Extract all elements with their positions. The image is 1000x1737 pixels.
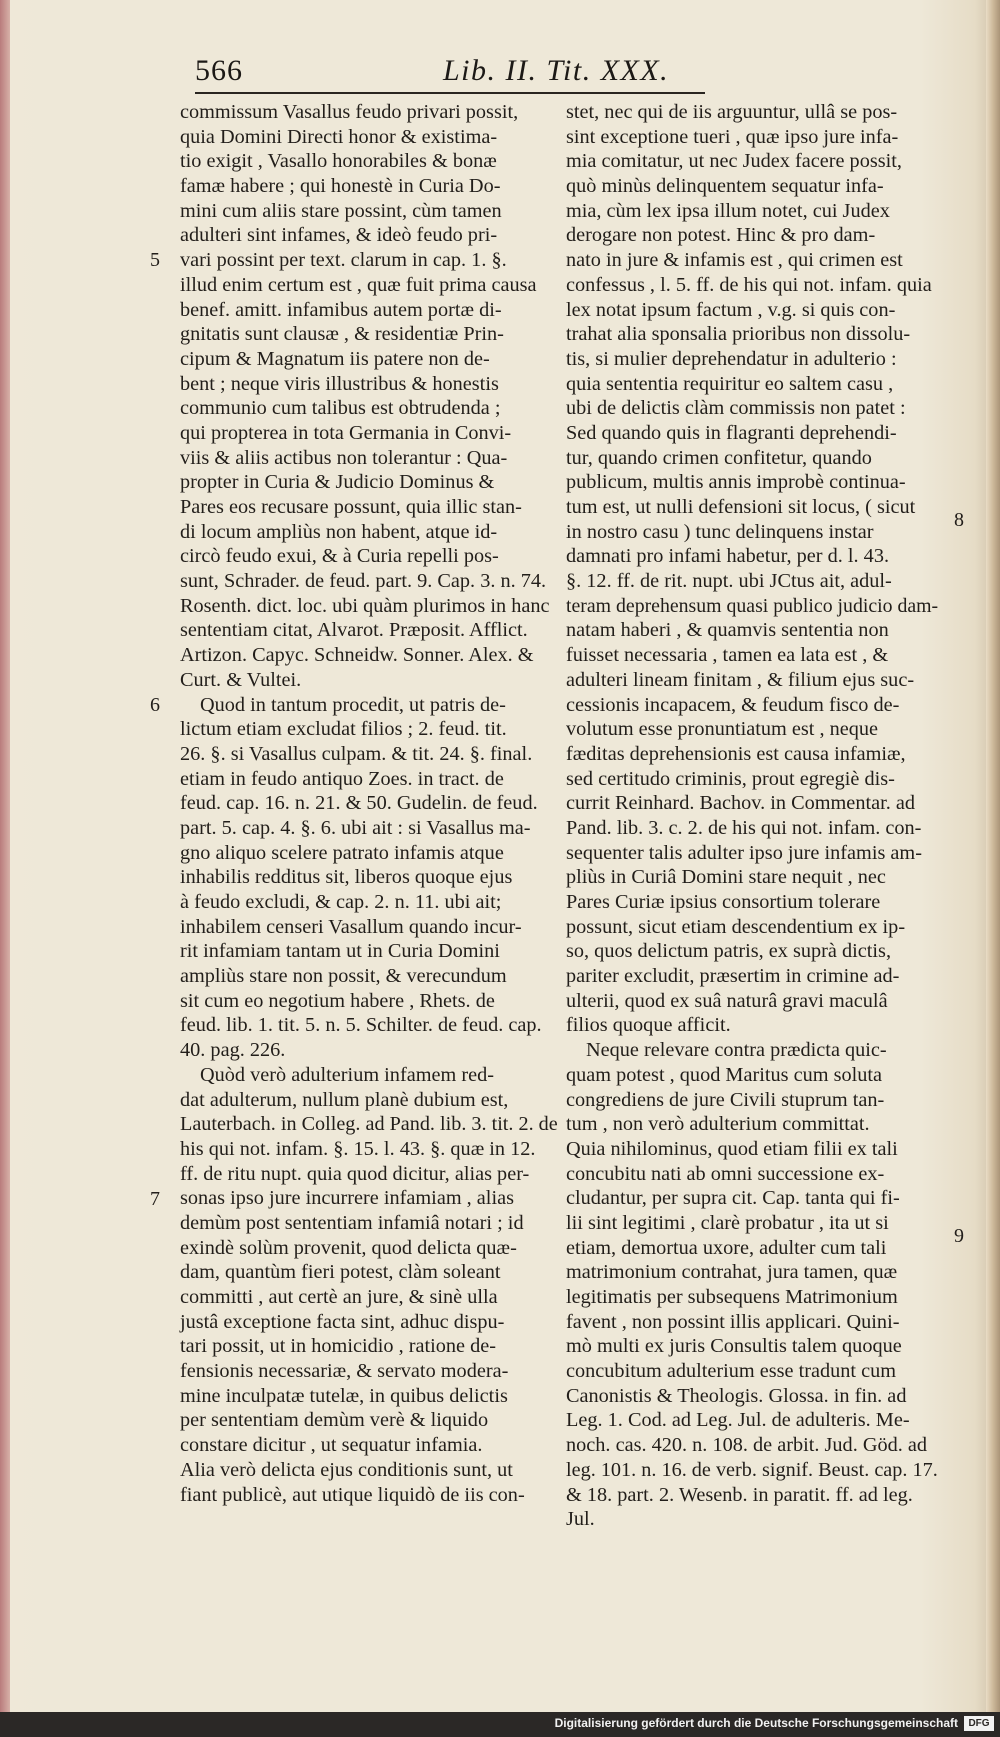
text-line: fiant publicè, aut utique liquidò de iis con- (180, 1483, 525, 1506)
text-line: dat adulterum, nullum planè dubium est, (180, 1088, 509, 1111)
text-line: tur, quando crimen confitetur, quando (566, 446, 872, 469)
text-line: sententiam citat, Alvarot. Præposit. Afflict. (180, 619, 528, 642)
text-line: pariter excludit, præsertim in crimine ad- (566, 965, 900, 988)
text-line: publicum, multis annis improbè continua- (566, 471, 906, 494)
text-line: damnati pro infami habetur, per d. l. 43. (566, 545, 890, 568)
dfg-logo: DFG (964, 1716, 994, 1731)
text-line: quò minùs delinquentem sequatur infa- (566, 175, 884, 198)
text-line: cludantur, per supra cit. Cap. tanta qui fi- (566, 1187, 900, 1210)
text-line: noch. cas. 420. n. 108. de arbit. Jud. Göd. ad (566, 1434, 928, 1457)
margin-number-9: 9 (954, 1225, 964, 1247)
text-line: Sed quando quis in flagranti deprehendi- (566, 421, 897, 444)
text-line: possunt, sicut etiam descendentium ex ip- (566, 915, 906, 938)
text-line: matrimonium contrahat, jura tamen, quæ (566, 1261, 898, 1284)
text-line: mia comitatur, ut nec Judex facere possit, (566, 150, 902, 173)
page-edge-right (986, 0, 1000, 1712)
text-line: lii sint legitimi , clarè probatur , ita ut si (566, 1211, 889, 1234)
text-line: favent , non possint illis applicari. Quini- (566, 1310, 900, 1333)
text-line: 26. §. si Vasallus culpam. & tit. 24. §. final. (180, 742, 533, 765)
text-line: filios quoque afficit. (566, 1014, 731, 1037)
text-line: sonas ipso jure incurrere infamiam , alias (180, 1187, 514, 1210)
text-line: sunt, Schrader. de feud. part. 9. Cap. 3. n. 74. (180, 570, 547, 593)
text-line: stet, nec qui de iis arguuntur, ullâ se pos- (566, 101, 898, 123)
text-line: part. 5. cap. 4. §. 6. ubi ait : si Vasallus ma- (180, 816, 531, 839)
text-line: derogare non potest. Hinc & pro dam- (566, 224, 876, 247)
text-line: cipum & Magnatum iis patere non de- (180, 347, 490, 370)
right-column (566, 100, 938, 1532)
text-line: quam potest , quod Maritus cum soluta (566, 1063, 883, 1086)
text-line: famæ habere ; qui honestè in Curia Do- (180, 175, 501, 198)
text-line: Lauterbach. in Colleg. ad Pand. lib. 3. tit. 2. de (180, 1113, 558, 1136)
text-line: sit cum eo negotium habere , Rhets. de (180, 989, 495, 1012)
page-edge-left (0, 0, 10, 1712)
text-line: Pares eos recusare possunt, quia illic stan- (180, 496, 522, 518)
text-line: dam, quantùm fieri potest, clàm soleant (180, 1261, 501, 1284)
text-line: ubi de delictis clàm commissis non patet : (566, 397, 906, 420)
text-line: benef. amitt. infamibus autem portæ di- (180, 298, 502, 321)
text-line: mini cum aliis stare possint, cùm tamen (180, 199, 502, 222)
text-line: di locum ampliùs non habent, atque id- (180, 520, 498, 543)
text-line: so, quos delictum patris, ex suprà dictis, (566, 940, 892, 963)
text-line: quia sententia requiritur eo saltem casu , (566, 372, 894, 395)
text-line: Pand. lib. 3. c. 2. de his qui not. infam. con- (566, 816, 922, 839)
text-line: feud. lib. 1. tit. 5. n. 5. Schilter. de feud. cap. (180, 1014, 542, 1037)
text-line: Curt. & Vultei. (180, 668, 302, 691)
text-line: Quòd verò adulterium infamem red- (200, 1063, 494, 1086)
text-line: circò feudo exui, & à Curia repelli pos- (180, 545, 499, 568)
text-line: adulteri lineam finitam , & filium ejus suc- (566, 668, 915, 691)
text-line: etiam, demortua uxore, adulter cum tali (566, 1236, 887, 1259)
margin-number-5: 5 (150, 249, 160, 271)
footer-credit: Digitalisierung gefördert durch die Deutsche Forschungsgemeinschaft (554, 1716, 958, 1730)
text-line: fæditas deprehensionis est causa infamiæ, (566, 742, 906, 765)
text-line: à feudo excludi, & cap. 2. n. 11. ubi ait; (180, 891, 502, 913)
text-line: confessus , l. 5. ff. de his qui not. infam. quia (566, 273, 932, 296)
text-line: & 18. part. 2. Wesenb. in paratit. ff. ad leg. (566, 1483, 913, 1506)
text-line: legitimatis per subsequens Matrimonium (566, 1286, 898, 1308)
text-line: sed certitudo criminis, prout egregiè dis- (566, 767, 895, 790)
text-line: gno aliquo scelere patrato infamis atque (180, 841, 504, 864)
text-line: currit Reinhard. Bachov. in Commentar. ad (566, 792, 916, 815)
text-line: nato in jure & infamis est , qui crimen est (566, 249, 903, 272)
text-line: mò multi ex juris Consultis talem quoque (566, 1335, 902, 1358)
text-line: qui propterea in tota Germania in Convi- (180, 421, 512, 444)
text-line: fuisset necessaria , tamen ea lata est , & (566, 644, 889, 667)
text-line: Quia nihilominus, quod etiam filii ex tali (566, 1137, 898, 1160)
text-line: communio cum talibus est obtrudenda ; (180, 397, 501, 420)
text-line: his qui not. infam. §. 15. l. 43. §. quæ in 12. (180, 1137, 536, 1160)
text-line: tari possit, ut in homicidio , ratione de- (180, 1335, 496, 1358)
text-line: volutum esse pronuntiatum est , neque (566, 718, 879, 741)
text-line: ff. de ritu nupt. quia quod dicitur, alias per- (180, 1162, 530, 1185)
text-line: Quod in tantum procedit, ut patris de- (200, 693, 506, 716)
text-line: demùm post sententiam infamiâ notari ; id (180, 1211, 524, 1234)
text-line: §. 12. ff. de rit. nupt. ubi JCtus ait, adul- (566, 570, 892, 593)
text-line: vari possint per text. clarum in cap. 1. §. (180, 249, 507, 272)
page-header (195, 50, 705, 94)
text-line: mine inculpatæ tutelæ, in quibus delictis (180, 1384, 508, 1407)
text-line: bent ; neque viris illustribus & honestis (180, 372, 499, 395)
text-line: justâ exceptione facta sint, adhuc dispu- (180, 1310, 505, 1333)
text-line: viis & aliis actibus non tolerantur : Qua- (180, 446, 508, 469)
text-line: adulteri sint infames, & ideò feudo pri- (180, 224, 498, 247)
text-line: feud. cap. 16. n. 21. & 50. Gudelin. de feud. (180, 792, 538, 815)
text-line: sint exceptione tueri , quæ ipso jure infa- (566, 125, 899, 148)
text-line: per sententiam demùm verè & liquido (180, 1409, 489, 1432)
text-line: Rosenth. dict. loc. ubi quàm plurimos in hanc (180, 594, 550, 617)
text-line: illud enim certum est , quæ fuit prima causa (180, 273, 537, 296)
text-line: concubitum adulterium esse tradunt cum (566, 1360, 897, 1383)
text-line: sequenter talis adulter ipso jure infamis am- (566, 841, 922, 864)
text-line: Neque relevare contra prædicta quic- (586, 1039, 887, 1062)
text-line: exindè solùm provenit, quod delicta quæ- (180, 1236, 517, 1259)
text-line: pliùs in Curiâ Domini stare nequit , nec (566, 866, 886, 889)
text-line: committi , aut certè an jure, & sinè ulla (180, 1286, 498, 1308)
text-line: constare dicitur , ut sequatur infamia. (180, 1434, 483, 1457)
text-line: inhabilis redditus sit, liberos quoque ejus (180, 866, 513, 889)
text-line: commissum Vasallus feudo privari possit, (180, 101, 519, 123)
text-line: in nostro casu ) tunc delinquens instar (566, 520, 874, 543)
text-line: Canonistis & Theologis. Glossa. in fin. ad (566, 1384, 907, 1407)
margin-number-6: 6 (150, 694, 160, 716)
text-line: ampliùs stare non possit, & verecundum (180, 965, 507, 988)
text-line: lex notat ipsum factum , v.g. si quis con- (566, 298, 896, 321)
text-line: rit infamiam tantam ut in Curia Domini (180, 940, 500, 963)
text-line: Leg. 1. Cod. ad Leg. Jul. de adulteris. Me- (566, 1409, 910, 1432)
text-line: lictum etiam excludat filios ; 2. feud. tit. (180, 718, 507, 741)
text-line: tis, si mulier deprehendatur in adulterio : (566, 347, 897, 370)
text-line: Alia verò delicta ejus conditionis sunt, ut (180, 1458, 513, 1481)
left-column (180, 100, 558, 1507)
text-line: propter in Curia & Judicio Dominus & (180, 471, 495, 494)
running-head: Lib. II. Tit. XXX. (443, 54, 670, 87)
page-number: 566 (195, 54, 243, 87)
text-line: teram deprehensum quasi publico judicio dam- (566, 594, 939, 617)
text-line: quia Domini Directi honor & existima- (180, 125, 498, 148)
text-line: Pares Curiæ ipsius consortium tolerare (566, 891, 881, 913)
text-line: mia, cùm lex ipsa illum notet, cui Judex (566, 199, 890, 222)
text-line: tio exigit , Vasallo honorabiles & bonæ (180, 150, 497, 173)
text-line: concubitu nati ab omni successione ex- (566, 1162, 885, 1185)
text-line: trahat alia sponsalia prioribus non dissolu- (566, 323, 911, 346)
text-line: Artizon. Capyc. Schneidw. Sonner. Alex. & (180, 644, 534, 667)
margin-number-8: 8 (954, 509, 964, 531)
text-line: tum , non verò adulterium committat. (566, 1113, 870, 1136)
text-line: inhabilem censeri Vasallum quando incur- (180, 915, 522, 938)
text-line: Jul. (566, 1508, 595, 1531)
margin-number-7: 7 (150, 1188, 160, 1210)
text-line: fensionis necessariæ, & servato modera- (180, 1360, 509, 1383)
text-line: leg. 101. n. 16. de verb. signif. Beust. cap. 17. (566, 1458, 938, 1481)
text-line: etiam in feudo antiquo Zoes. in tract. de (180, 767, 504, 790)
text-line: tum est, ut nulli defensioni sit locus, ( sicut (566, 496, 916, 518)
text-line: gnitatis sunt clausæ , & residentiæ Prin- (180, 323, 504, 346)
text-line: cessionis incapacem, & feudum fisco de- (566, 693, 900, 716)
text-line: natam haberi , & quamvis sententia non (566, 619, 889, 642)
text-line: congrediens de jure Civili stuprum tan- (566, 1088, 885, 1111)
text-line: ulterii, quod ex suâ naturâ gravi maculâ (566, 989, 888, 1012)
text-line: 40. pag. 226. (180, 1039, 286, 1062)
